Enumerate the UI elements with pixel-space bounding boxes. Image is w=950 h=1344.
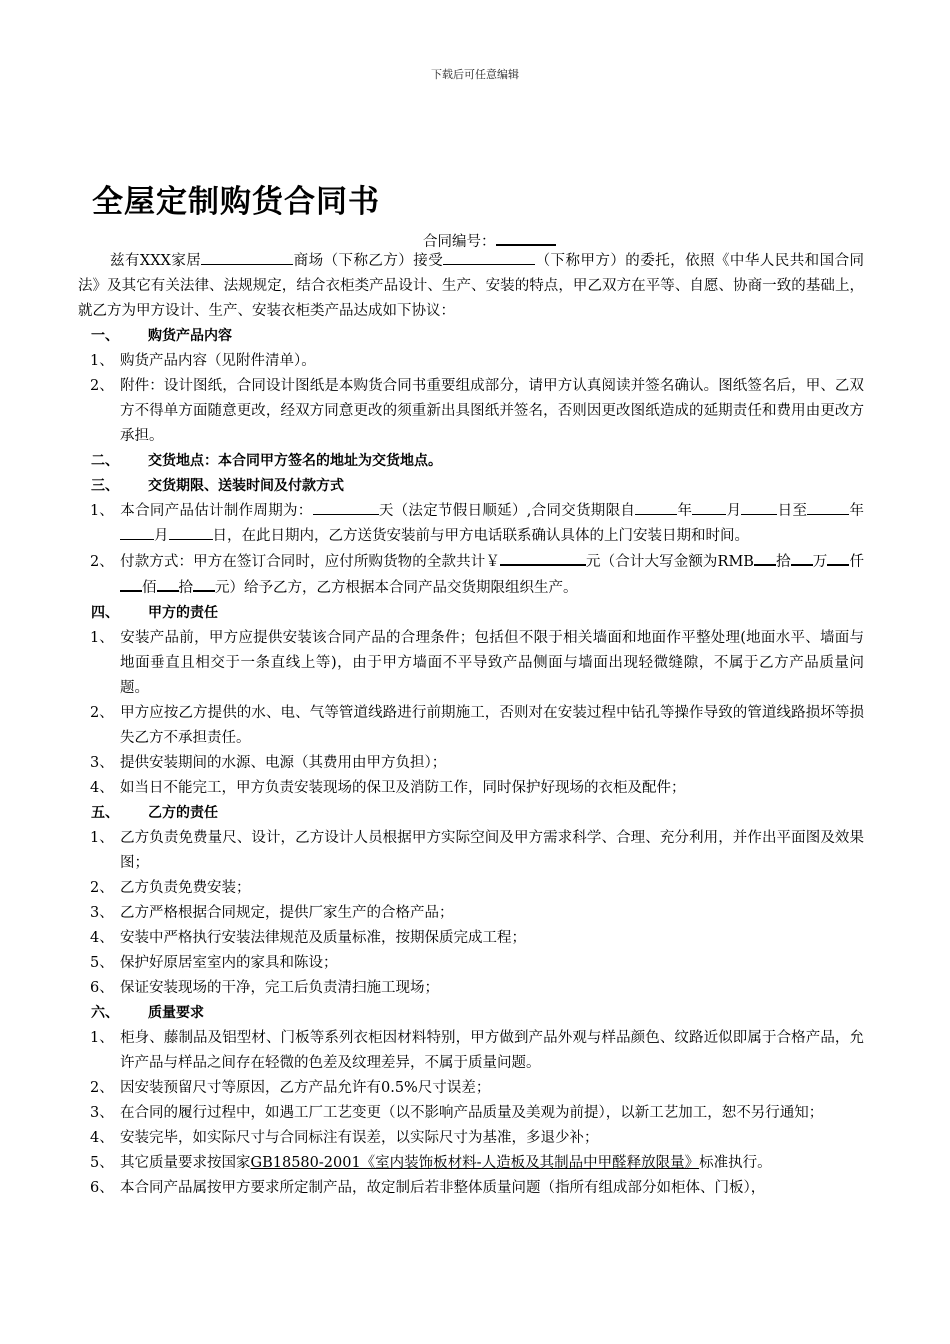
section-heading-1: 一、 购货产品内容 xyxy=(91,328,232,344)
list-item: 4、 安装中严格执行安装法律规范及质量标准，按期保质完成工程； xyxy=(90,930,526,946)
section-heading-3: 三、 交货期限、送装时间及付款方式 xyxy=(91,478,344,494)
list-item: 5、 保护好原居室室内的家具和陈设； xyxy=(90,955,338,971)
list-item: 4、 如当日不能完工，甲方负责安装现场的保卫及消防工作，同时保护好现场的衣柜及配件； xyxy=(90,780,686,796)
list-item: 3、 在合同的履行过程中，如遇工厂工艺变更（以不影响产品质量及美观为前提），以新工艺加工，恕不另行通知； xyxy=(90,1105,824,1121)
contract-number-blank xyxy=(496,229,556,246)
end-month-blank xyxy=(120,524,154,540)
list-item: 6、 本合同产品属按甲方要求所定制产品，故定制后若非整体质量问题（指所有组成部分如柜体、门板）， xyxy=(90,1180,766,1196)
party-a-blank xyxy=(443,249,535,265)
list-item: 3、 乙方严格根据合同规定，提供厂家生产的合格产品； xyxy=(90,905,454,921)
start-day-blank xyxy=(741,499,777,515)
list-item: 2、 因安装预留尺寸等原因，乙方产品允许有0.5%尺寸误差； xyxy=(90,1080,491,1096)
section-heading-4: 四、 甲方的责任 xyxy=(91,605,218,621)
end-day-blank xyxy=(169,524,213,540)
amount-blank xyxy=(827,549,849,566)
intro-text-a: 兹有XXX家居 xyxy=(110,253,202,269)
list-item: 2、 甲方应按乙方提供的水、电、气等管道线路进行前期施工，否则对在安装过程中钻孔等操作导致的管道线路损坏等损失乙方不承担责任。 xyxy=(90,705,864,746)
header-note: 下载后可任意编辑 xyxy=(431,68,519,81)
section-heading-5: 五、 乙方的责任 xyxy=(91,805,218,821)
page-title: 全屋定制购货合同书 xyxy=(92,184,380,220)
list-item: 1、 乙方负责免费量尺、设计，乙方设计人员根据甲方实际空间及甲方需求科学、合理、充分利用，并作出平面图及效果图； xyxy=(90,830,864,871)
list-item: 1、 购货产品内容（见附件清单）。 xyxy=(90,353,316,369)
end-year-blank xyxy=(807,499,849,515)
list-item: 6、 保证安装现场的干净，完工后负责清扫施工现场； xyxy=(90,980,439,996)
list-item: 4、 安装完毕，如实际尺寸与合同标注有误差，以实际尺寸为基准，多退少补； xyxy=(90,1130,599,1146)
start-month-blank xyxy=(692,499,726,515)
amount-blank xyxy=(157,575,179,592)
contract-number-label: 合同编号： xyxy=(423,234,496,250)
amount-blank xyxy=(193,575,215,592)
amount-blank xyxy=(120,575,142,592)
amount-blank xyxy=(754,549,776,566)
list-item: 1、 本合同产品估计制作周期为： 天（法定节假日顺延）,合同交货期限自 年 月 日至 年月 日，在此日期内，乙方送货安装前与甲方电话联系确认具体的上门安装日期和时间。 xyxy=(78,499,864,549)
contract-number-line xyxy=(423,229,556,251)
standard-reference: GB18580-2001《室内装饰板材料-人造板及其制品中甲醛释放限量》 xyxy=(250,1155,700,1171)
intro-text-c: （下称甲方）的委托，依照《中华人民共和国合同法》及其它有关法律、法规规定，结合衣柜类产品设计、生产、安装的特点，甲乙双方在平等、自愿、协商一致的基础上，就乙方为甲方设计、生产、安装衣柜类产品达成如下协议： xyxy=(78,253,865,319)
contract-body xyxy=(78,249,864,1201)
section-heading-6: 六、 质量要求 xyxy=(91,1005,204,1021)
store-blank xyxy=(201,249,293,265)
list-item: 2、 附件：设计图纸，合同设计图纸是本购货合同书重要组成部分，请甲方认真阅读并签名确认。图纸签名后，甲、乙双方不得单方面随意更改，经双方同意更改的须重新出具图纸并签名，否则因更改图纸造成的延期责任和费用由更改方承担。 xyxy=(90,378,864,444)
intro-text-b: 商场（下称乙方）接受 xyxy=(293,253,444,269)
list-item: 2、 乙方负责免费安装； xyxy=(90,880,251,896)
list-item: 5、 其它质量要求按国家GB18580-2001《室内装饰板材料-人造板及其制品中甲醛释放限量》标准执行。 xyxy=(90,1155,772,1171)
list-item: 1、 安装产品前，甲方应提供安装该合同产品的合理条件；包括但不限于相关墙面和地面作平整处理(地面水平、墙面与地面垂直且相交于一条直线上等)，由于甲方墙面不平导致产品侧面与墙面出现轻微缝隙，不属于乙方产品质量问题。 xyxy=(90,630,864,696)
list-item: 2、 付款方式：甲方在签订合同时，应付所购货物的全款共计￥ 元（合计大写金额为RMB 拾 万 仟佰 拾 元）给予乙方，乙方根据本合同产品交货期限组织生产。 xyxy=(78,549,864,601)
start-year-blank xyxy=(635,499,677,515)
list-item: 1、 柜身、藤制品及铝型材、门板等系列衣柜因材料特别，甲方做到产品外观与样品颜色、纹路近似即属于合格产品，允许产品与样品之间存在轻微的色差及纹理差异，不属于质量问题。 xyxy=(90,1030,864,1071)
amount-blank xyxy=(500,549,586,566)
section-heading-2: 二、 交货地点：本合同甲方签名的地址为交货地点。 xyxy=(91,453,442,469)
days-blank xyxy=(313,499,379,515)
list-item: 3、 提供安装期间的水源、电源（其费用由甲方负担）； xyxy=(90,755,447,771)
intro-paragraph xyxy=(78,249,864,324)
amount-blank xyxy=(791,549,813,566)
